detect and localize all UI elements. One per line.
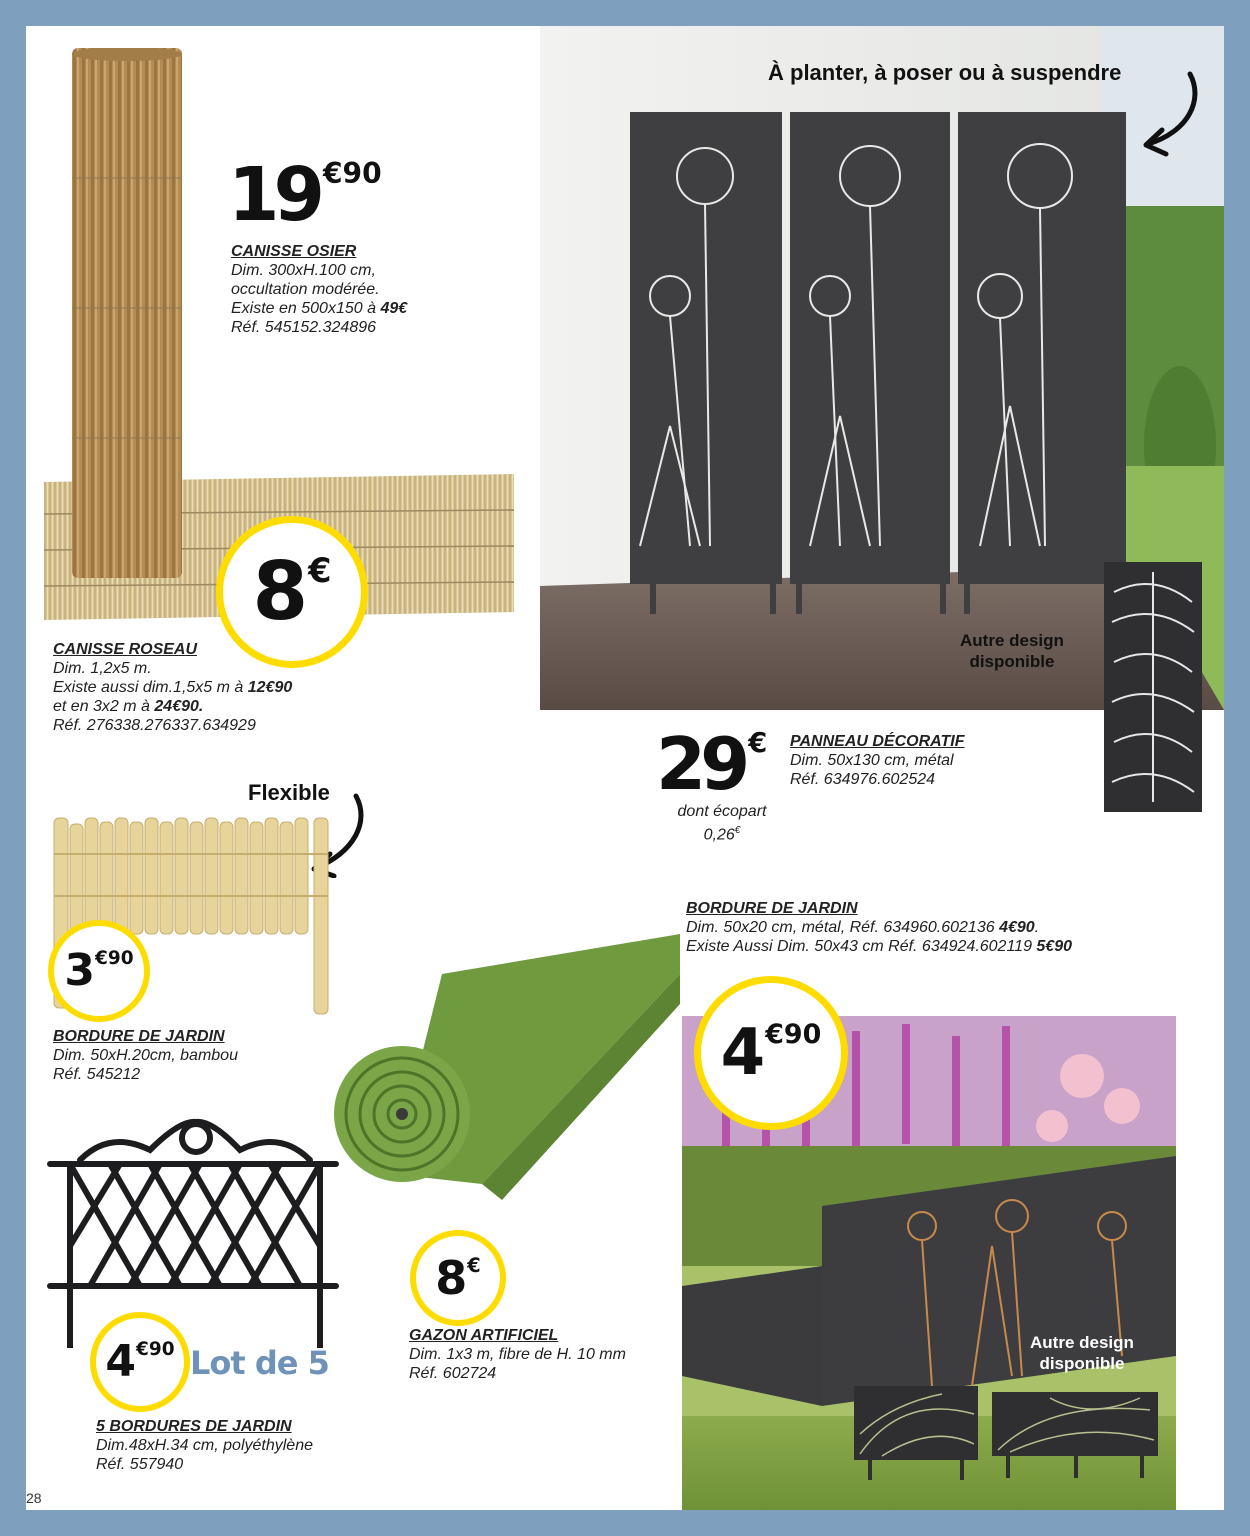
price-amount	[64, 945, 134, 996]
product-dimensions: Dim. 50xH.20cm, bambou	[53, 1047, 238, 1064]
product-title: BORDURE DE JARDIN	[686, 900, 858, 917]
price-cents: €90	[322, 157, 382, 191]
autre-design-badge-top: Autre design disponible	[960, 631, 1064, 671]
price-main: 8	[435, 1251, 465, 1305]
product-variant	[686, 937, 1072, 956]
price-main: 19	[228, 152, 319, 238]
product-reference: Réf. 602724	[409, 1365, 497, 1382]
canisse-roseau-description	[53, 640, 292, 735]
price-main: 29	[656, 722, 745, 806]
bordures-lot-price-circle	[90, 1312, 190, 1412]
curved-arrow-icon	[1138, 70, 1208, 160]
product-title: PANNEAU DÉCORATIF	[790, 733, 965, 750]
price-main: 3	[64, 945, 93, 996]
ecopart-unit: €	[734, 825, 741, 836]
variant-text: Existe Aussi Dim. 50x43 cm Réf. 634924.602119	[686, 938, 1037, 955]
price-main: 4	[105, 1336, 134, 1387]
dimension-price: 4€90	[999, 919, 1035, 936]
product-title: GAZON ARTIFICIEL	[409, 1327, 559, 1344]
product-title: BORDURE DE JARDIN	[53, 1028, 225, 1045]
variant-text: et en 3x2 m à	[53, 698, 155, 715]
autre-design-badge-bottom: Autre design disponible	[1030, 1333, 1134, 1373]
product-variant	[53, 697, 292, 716]
bordures-lot-image	[40, 1116, 346, 1348]
ecopart-label: dont écopart	[677, 803, 767, 820]
bordure-metal-alt-design-1	[852, 1384, 982, 1480]
product-dimensions: Dim.48xH.34 cm, polyéthylène	[96, 1437, 313, 1454]
product-variant	[231, 299, 407, 318]
product-variant	[53, 678, 292, 697]
ecopart-value: 0,26	[703, 826, 735, 844]
variant-price: 49€	[380, 300, 408, 317]
dimension-suffix: .	[1034, 919, 1040, 936]
bordure-metal-price-circle	[694, 976, 848, 1130]
price-main: 4	[720, 1016, 763, 1090]
price-amount	[252, 545, 332, 638]
variant-price: 12€90	[247, 679, 293, 696]
product-dimensions	[686, 918, 1072, 937]
canisse-osier-image	[72, 48, 182, 578]
lot-de-5-label: Lot de 5	[190, 1344, 329, 1382]
price-cents: €90	[765, 1019, 822, 1051]
bordure-metal-alt-design-2	[990, 1390, 1162, 1480]
callout-flexible: Flexible	[248, 780, 330, 805]
bordure-metal-description	[686, 899, 1072, 956]
panneau-ecopart	[662, 802, 782, 844]
page-number: 28	[26, 1490, 42, 1506]
callout-planter: À planter, à poser ou à suspendre	[768, 60, 1122, 85]
price-main: 8	[252, 545, 306, 638]
bordure-bambou-description	[53, 1027, 238, 1084]
product-dimensions: Dim. 1x3 m, fibre de H. 10 mm	[409, 1346, 626, 1363]
catalog-page	[26, 26, 1224, 1510]
price-cents: €90	[136, 1338, 175, 1360]
product-dimensions: Dim. 1,2x5 m.	[53, 660, 152, 677]
price-amount	[435, 1251, 481, 1305]
product-reference: Réf. 557940	[96, 1456, 184, 1473]
price-amount	[105, 1336, 175, 1387]
canisse-osier-description	[231, 242, 407, 337]
product-detail: occultation modérée.	[231, 281, 380, 298]
canisse-osier-price	[228, 152, 382, 238]
variant-text: Existe en 500x150 à	[231, 300, 381, 317]
product-dimensions: Dim. 300xH.100 cm,	[231, 262, 376, 279]
ecopart-amount	[662, 821, 782, 844]
variant-text: Existe aussi dim.1,5x5 m à	[53, 679, 248, 696]
variant-price: 24€90.	[154, 698, 204, 715]
gazon-image	[332, 934, 684, 1206]
panneau-price	[656, 722, 768, 806]
bordure-bambou-price-circle	[48, 920, 150, 1022]
product-reference: Réf. 545212	[53, 1066, 141, 1083]
gazon-price-circle	[410, 1230, 506, 1326]
price-cents: €	[467, 1253, 481, 1277]
panneau-description	[790, 732, 965, 789]
product-title: CANISSE OSIER	[231, 243, 357, 260]
product-reference: Réf. 276338.276337.634929	[53, 717, 256, 734]
panneau-alt-design-image	[1104, 562, 1202, 812]
price-amount	[720, 1016, 822, 1090]
dimension-text: Dim. 50x20 cm, métal, Réf. 634960.602136	[686, 919, 1000, 936]
price-cents: €90	[95, 947, 134, 969]
product-reference: Réf. 545152.324896	[231, 319, 377, 336]
price-cents: €	[748, 728, 768, 760]
product-dimensions: Dim. 50x130 cm, métal	[790, 752, 954, 769]
price-cents: €	[308, 550, 332, 590]
bordures-lot-description	[96, 1417, 313, 1474]
product-title: CANISSE ROSEAU	[53, 641, 198, 658]
product-title: 5 BORDURES DE JARDIN	[96, 1418, 292, 1435]
gazon-description	[409, 1326, 626, 1383]
variant-price: 5€90	[1036, 938, 1072, 955]
product-reference: Réf. 634976.602524	[790, 771, 936, 788]
